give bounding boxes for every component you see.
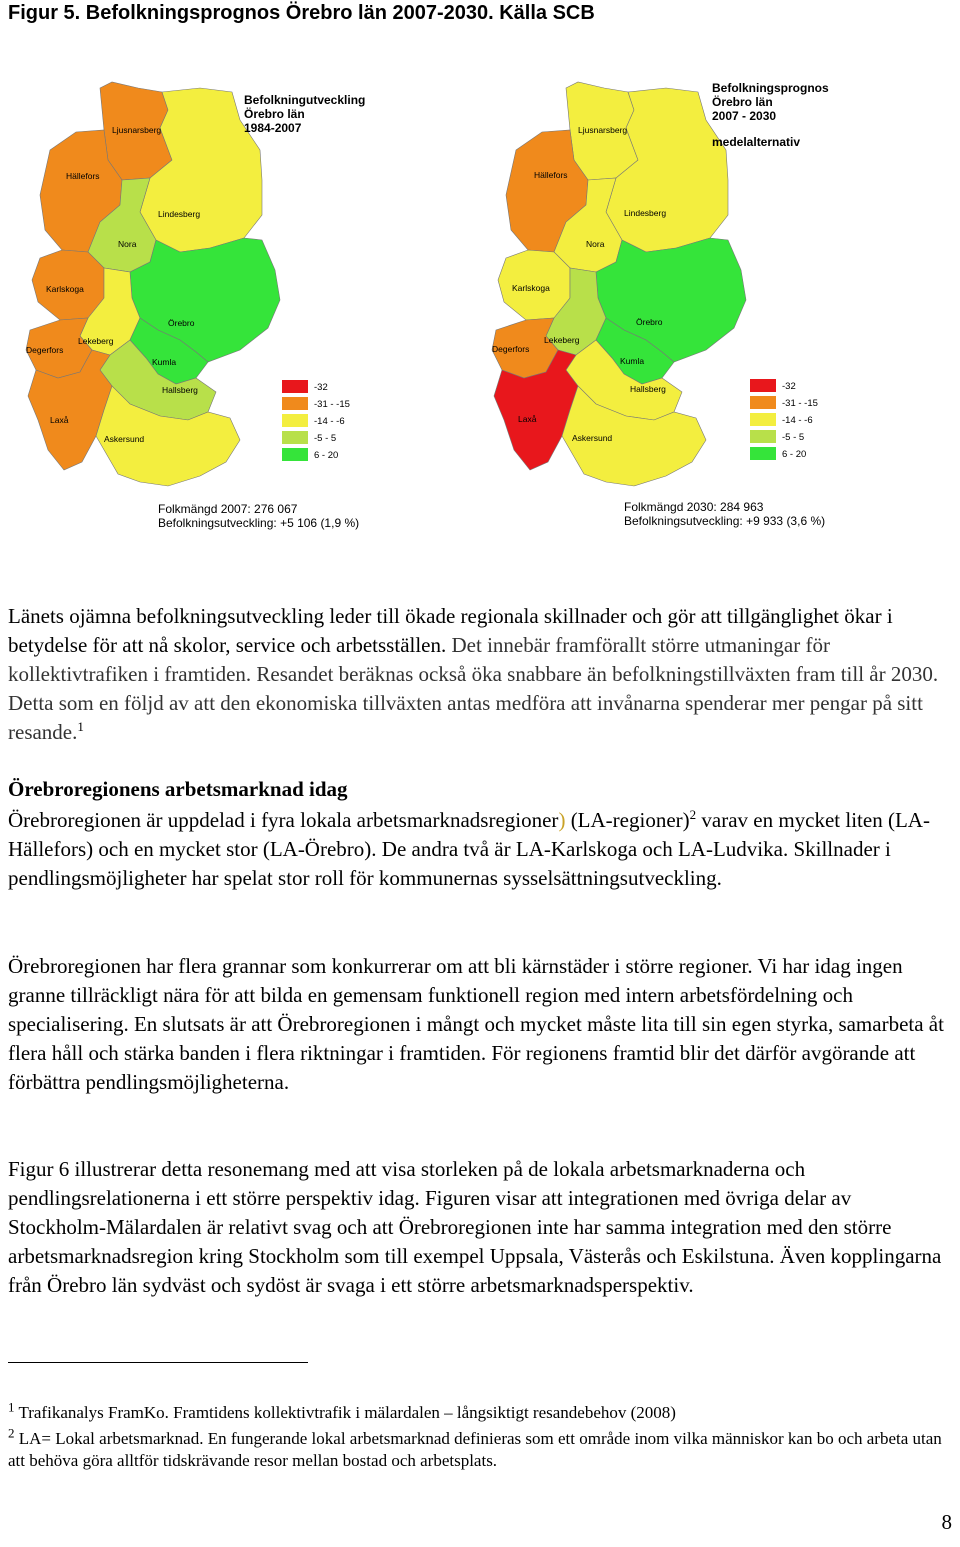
paragraph-1-black: Länets ojämna befolkningsutveckling leder till ökade regionala skillnader och gör att tillgänglighet ökar i betydelse för att nå skolor, service och arbetsställen. (8, 604, 893, 657)
footnote-1-text: Trafikanalys FramKo. Framtidens kollektivtrafik i mälardalen – långsiktigt resandebehov (2008) (14, 1403, 676, 1422)
legend-left-label-4: -5 - 5 (314, 433, 337, 444)
legend-right (750, 379, 818, 460)
legend-right-swatch-5 (750, 447, 776, 460)
legend-left-swatch-3 (282, 414, 308, 427)
footnote-2 (8, 1425, 954, 1472)
map-right-population: Folkmängd 2030: 284 963 (624, 500, 764, 514)
legend-right-label-2: -31 - -15 (782, 398, 818, 409)
footnote-2-number: 2 (8, 1425, 15, 1441)
paragraph-2-part1: Örebroregionen är uppdelad i fyra lokala arbetsmarknadsregioner (8, 808, 559, 832)
map-left-title-3: 1984-2007 (244, 121, 302, 135)
label-hallefors: Hällefors (66, 171, 100, 181)
paragraph-2 (8, 806, 954, 893)
map-left-population: Folkmängd 2007: 276 067 (158, 502, 298, 516)
legend-left-label-5: 6 - 20 (314, 450, 339, 461)
legend-left (282, 380, 350, 461)
legend-right-swatch-4 (750, 430, 776, 443)
map-left (26, 82, 365, 530)
label-lekeberg-2030: Lekeberg (544, 335, 580, 345)
legend-left-swatch-4 (282, 431, 308, 444)
section-heading: Örebroregionens arbetsmarknad idag (8, 777, 348, 801)
footnote-ref-1: 1 (77, 719, 84, 734)
legend-left-swatch-2 (282, 397, 308, 410)
label-lekeberg: Lekeberg (78, 336, 114, 346)
label-askersund: Askersund (104, 434, 145, 444)
legend-right-swatch-3 (750, 413, 776, 426)
population-maps (0, 40, 960, 580)
footnote-ref-2: 2 (689, 807, 697, 822)
map-left-title-1: Befolkningutveckling (244, 93, 366, 107)
legend-right-label-4: -5 - 5 (782, 432, 805, 443)
label-karlskoga-2030: Karlskoga (512, 283, 550, 293)
label-kumla: Kumla (152, 357, 177, 367)
label-nora-2030: Nora (586, 239, 605, 249)
map-right-growth: Befolkningsutveckling: +9 933 (3,6 %) (624, 514, 826, 528)
legend-left-swatch-1 (282, 380, 308, 393)
paragraph-3: Örebroregionen har flera grannar som konkurrerar om att bli kärnstäder i större regioner. Vi har idag ingen granne tillräckligt nära för att bilda en gemensam funktionell region med intern arbetsfördelning och specialisering. En slutsats är att Örebroregionen i mångt och mycket måste lita till sin egen styrka, samarbeta åt flera håll och stärka banden i flera riktningar i framtiden. För regionens framtid blir det därför avgörande att förbättra pendlingsmöjligheterna. (8, 954, 944, 1094)
paragraph-1-gray: Det innebär framförallt större utmaningar för kollektivtrafiken i framtiden. Resandet beräknas också öka snabbare än befolkningstillväxten fram till år 2030. Detta som en följd av att den ekonomiska tillväxten antas medföra att invånarna spenderar mer pengar på sitt resande. (8, 633, 939, 744)
map-right-title-1: Befolkningsprognos (712, 81, 829, 95)
label-karlskoga: Karlskoga (46, 284, 84, 294)
map-right-subtitle: medelalternativ (712, 135, 801, 149)
label-nora: Nora (118, 239, 137, 249)
label-lindesberg-2030: Lindesberg (624, 208, 667, 218)
label-hallefors-2030: Hällefors (534, 170, 568, 180)
map-right-title-2: Örebro län (712, 95, 773, 109)
legend-left-label-3: -14 - -6 (314, 416, 345, 427)
label-hallsberg-2030: Hallsberg (630, 384, 666, 394)
label-orebro-2030: Örebro (636, 317, 663, 327)
legend-right-label-5: 6 - 20 (782, 449, 807, 460)
map-right (492, 81, 829, 528)
legend-left-label-1: -32 (314, 382, 328, 393)
legend-right-swatch-2 (750, 396, 776, 409)
label-kumla-2030: Kumla (620, 356, 645, 366)
label-degerfors-2030: Degerfors (492, 344, 530, 354)
label-askersund-2030: Askersund (572, 433, 613, 443)
legend-right-swatch-1 (750, 379, 776, 392)
label-degerfors: Degerfors (26, 345, 64, 355)
page-number: 8 (941, 1510, 952, 1534)
label-lindesberg: Lindesberg (158, 209, 201, 219)
legend-left-label-2: -31 - -15 (314, 399, 350, 410)
map-right-title-3: 2007 - 2030 (712, 109, 777, 123)
paragraph-2-paren: ) (558, 808, 566, 832)
legend-right-label-1: -32 (782, 381, 796, 392)
footnote-1-number: 1 (8, 1399, 15, 1415)
paragraph-4: Figur 6 illustrerar detta resonemang med att visa storleken på de lokala arbetsmarknaderna och pendlingsrelationerna i ett större perspektiv idag. Figuren visar att integrationen med övriga delar av Stockholm-Mälardalen är relativt svag och att Örebroregionen inte har samma integration med den större arbetsmarknadsregion kring Stockholm som till exempel Uppsala, Västerås och Eskilstuna. Även kopplingarna från Örebro län sydväst och sydöst är svaga i ett större arbetsmarknadsperspektiv. (8, 1157, 942, 1297)
label-ljusnarsberg: Ljusnarsberg (112, 125, 162, 135)
label-orebro: Örebro (168, 318, 195, 328)
figure-caption: Figur 5. Befolkningsprognos Örebro län 2007-2030. Källa SCB (8, 2, 595, 24)
legend-left-swatch-5 (282, 448, 308, 461)
footnote-1 (8, 1399, 954, 1424)
map-left-growth: Befolkningsutveckling: +5 106 (1,9 %) (158, 516, 360, 530)
paragraph-2-part3: varav en mycket liten (LA-Hällefors) och en mycket stor (LA-Örebro). De andra två är LA-Karlskoga och LA-Ludvika. Skillnader i pendlingsmöjligheter har spelat stor roll för kommunernas sysselsättningsutveckling. (8, 808, 930, 890)
legend-right-label-3: -14 - -6 (782, 415, 813, 426)
paragraph-2-part2: (LA-regioner) (565, 808, 690, 832)
paragraph-1 (8, 602, 954, 747)
map-left-title-2: Örebro län (244, 107, 305, 121)
label-laxa-2030: Laxå (518, 414, 537, 424)
label-ljusnarsberg-2030: Ljusnarsberg (578, 125, 628, 135)
footnote-2-text: LA= Lokal arbetsmarknad. En fungerande lokal arbetsmarknad definieras som ett område inom vilka människor kan bo och arbeta utan att behöva göra alltför tidskrävande resor mellan bostad och arbetsplats. (8, 1429, 942, 1470)
footnote-divider (8, 1362, 308, 1363)
label-hallsberg: Hallsberg (162, 385, 198, 395)
label-laxa: Laxå (50, 415, 69, 425)
